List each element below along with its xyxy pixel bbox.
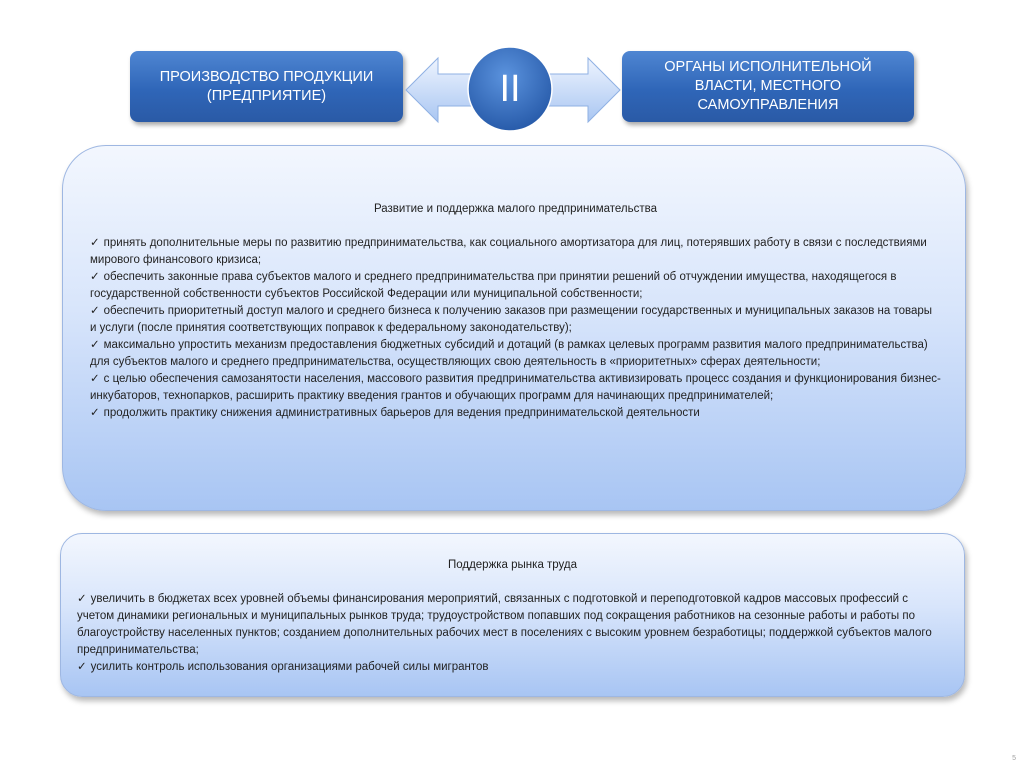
government-box-line-2: ВЛАСТИ, МЕСТНОГО [694,78,842,94]
government-box-line-1: ОРГАНЫ ИСПОЛНИТЕЛЬНОЙ [664,59,872,75]
list-item-text: принять дополнительные меры по развитию предпринимательства, как социального амортизатора для лиц, потерявших работу в связи с последствиями мирового финансового кризиса; [90,237,927,266]
check-icon: ✓ [90,305,100,317]
check-icon: ✓ [90,237,100,249]
list-item-text: продолжить практику снижения административных барьеров для ведения предпринимательской деятельности [103,407,700,419]
check-icon: ✓ [77,661,87,673]
production-box-line-2: (ПРЕДПРИЯТИЕ) [206,87,327,104]
check-icon: ✓ [77,593,87,605]
panel-title: Поддержка рынка труда [447,559,578,571]
list-item [90,269,941,303]
check-icon: ✓ [90,271,100,283]
page-number: 5 [1012,755,1016,762]
check-icon: ✓ [90,373,100,385]
center-symbol: II [499,68,521,110]
list-item [90,337,941,371]
government-box [622,51,914,122]
check-icon: ✓ [90,339,100,351]
list-item-text: с целью обеспечения самозанятости населения, массового развития предпринимательства активизировать процесс создания и функционирования бизнес-инкубаторов, технопарков, расширить практику введения грантов и обучающих программ для начинающих предпринимателей; [90,373,941,402]
list-item-text: максимально упростить механизм предоставления бюджетных субсидий и дотаций (в рамках целевых программ развития малого предпринимательства) для субъектов малого и среднего предпринимательства, осуществляющих свою деятельность в «приоритетных» сферах деятельности; [90,339,928,368]
list-item-text: обеспечить законные права субъектов малого и среднего предпринимательства при принятии решений об отчуждении имущества, находящегося в государственной собственности субъектов Российской Федерации или муниципальной собственности; [90,271,897,300]
labor-market-panel [60,533,965,697]
list-item-text: усилить контроль использования организациями рабочей силы мигрантов [90,661,489,673]
check-icon: ✓ [90,407,100,419]
small-business-panel [62,145,966,511]
list-item [77,659,948,676]
list-item-text: обеспечить приоритетный доступ малого и среднего бизнеса к получению заказов при размещении государственных и муниципальных заказов на товары и услуги (после принятия соответствующих поправок к федеральному законодательству); [90,305,933,334]
government-box-line-3: САМОУПРАВЛЕНИЯ [697,97,839,113]
list-item [90,371,941,405]
production-box-line-1: ПРОИЗВОДСТВО ПРОДУКЦИИ [159,68,374,85]
list-item [90,405,941,422]
list-item [77,591,948,659]
list-item [90,303,941,337]
production-box [130,51,403,122]
panel-title: Развитие и поддержка малого предпринимательства [373,203,658,215]
list-item-text: увеличить в бюджетах всех уровней объемы финансирования мероприятий, связанных с подготовкой и переподготовкой кадров массовых профессий с учетом динамики региональных и муниципальных рынков труда; трудоустройством попавших под сокращения работников на сезонные работы и работы по благоустройству населенных пунктов; созданием дополнительных рабочих мест в поселениях с высоким уровнем безработицы; поддержкой субъектов малого предпринимательства; [77,593,932,656]
list-item [90,235,941,269]
